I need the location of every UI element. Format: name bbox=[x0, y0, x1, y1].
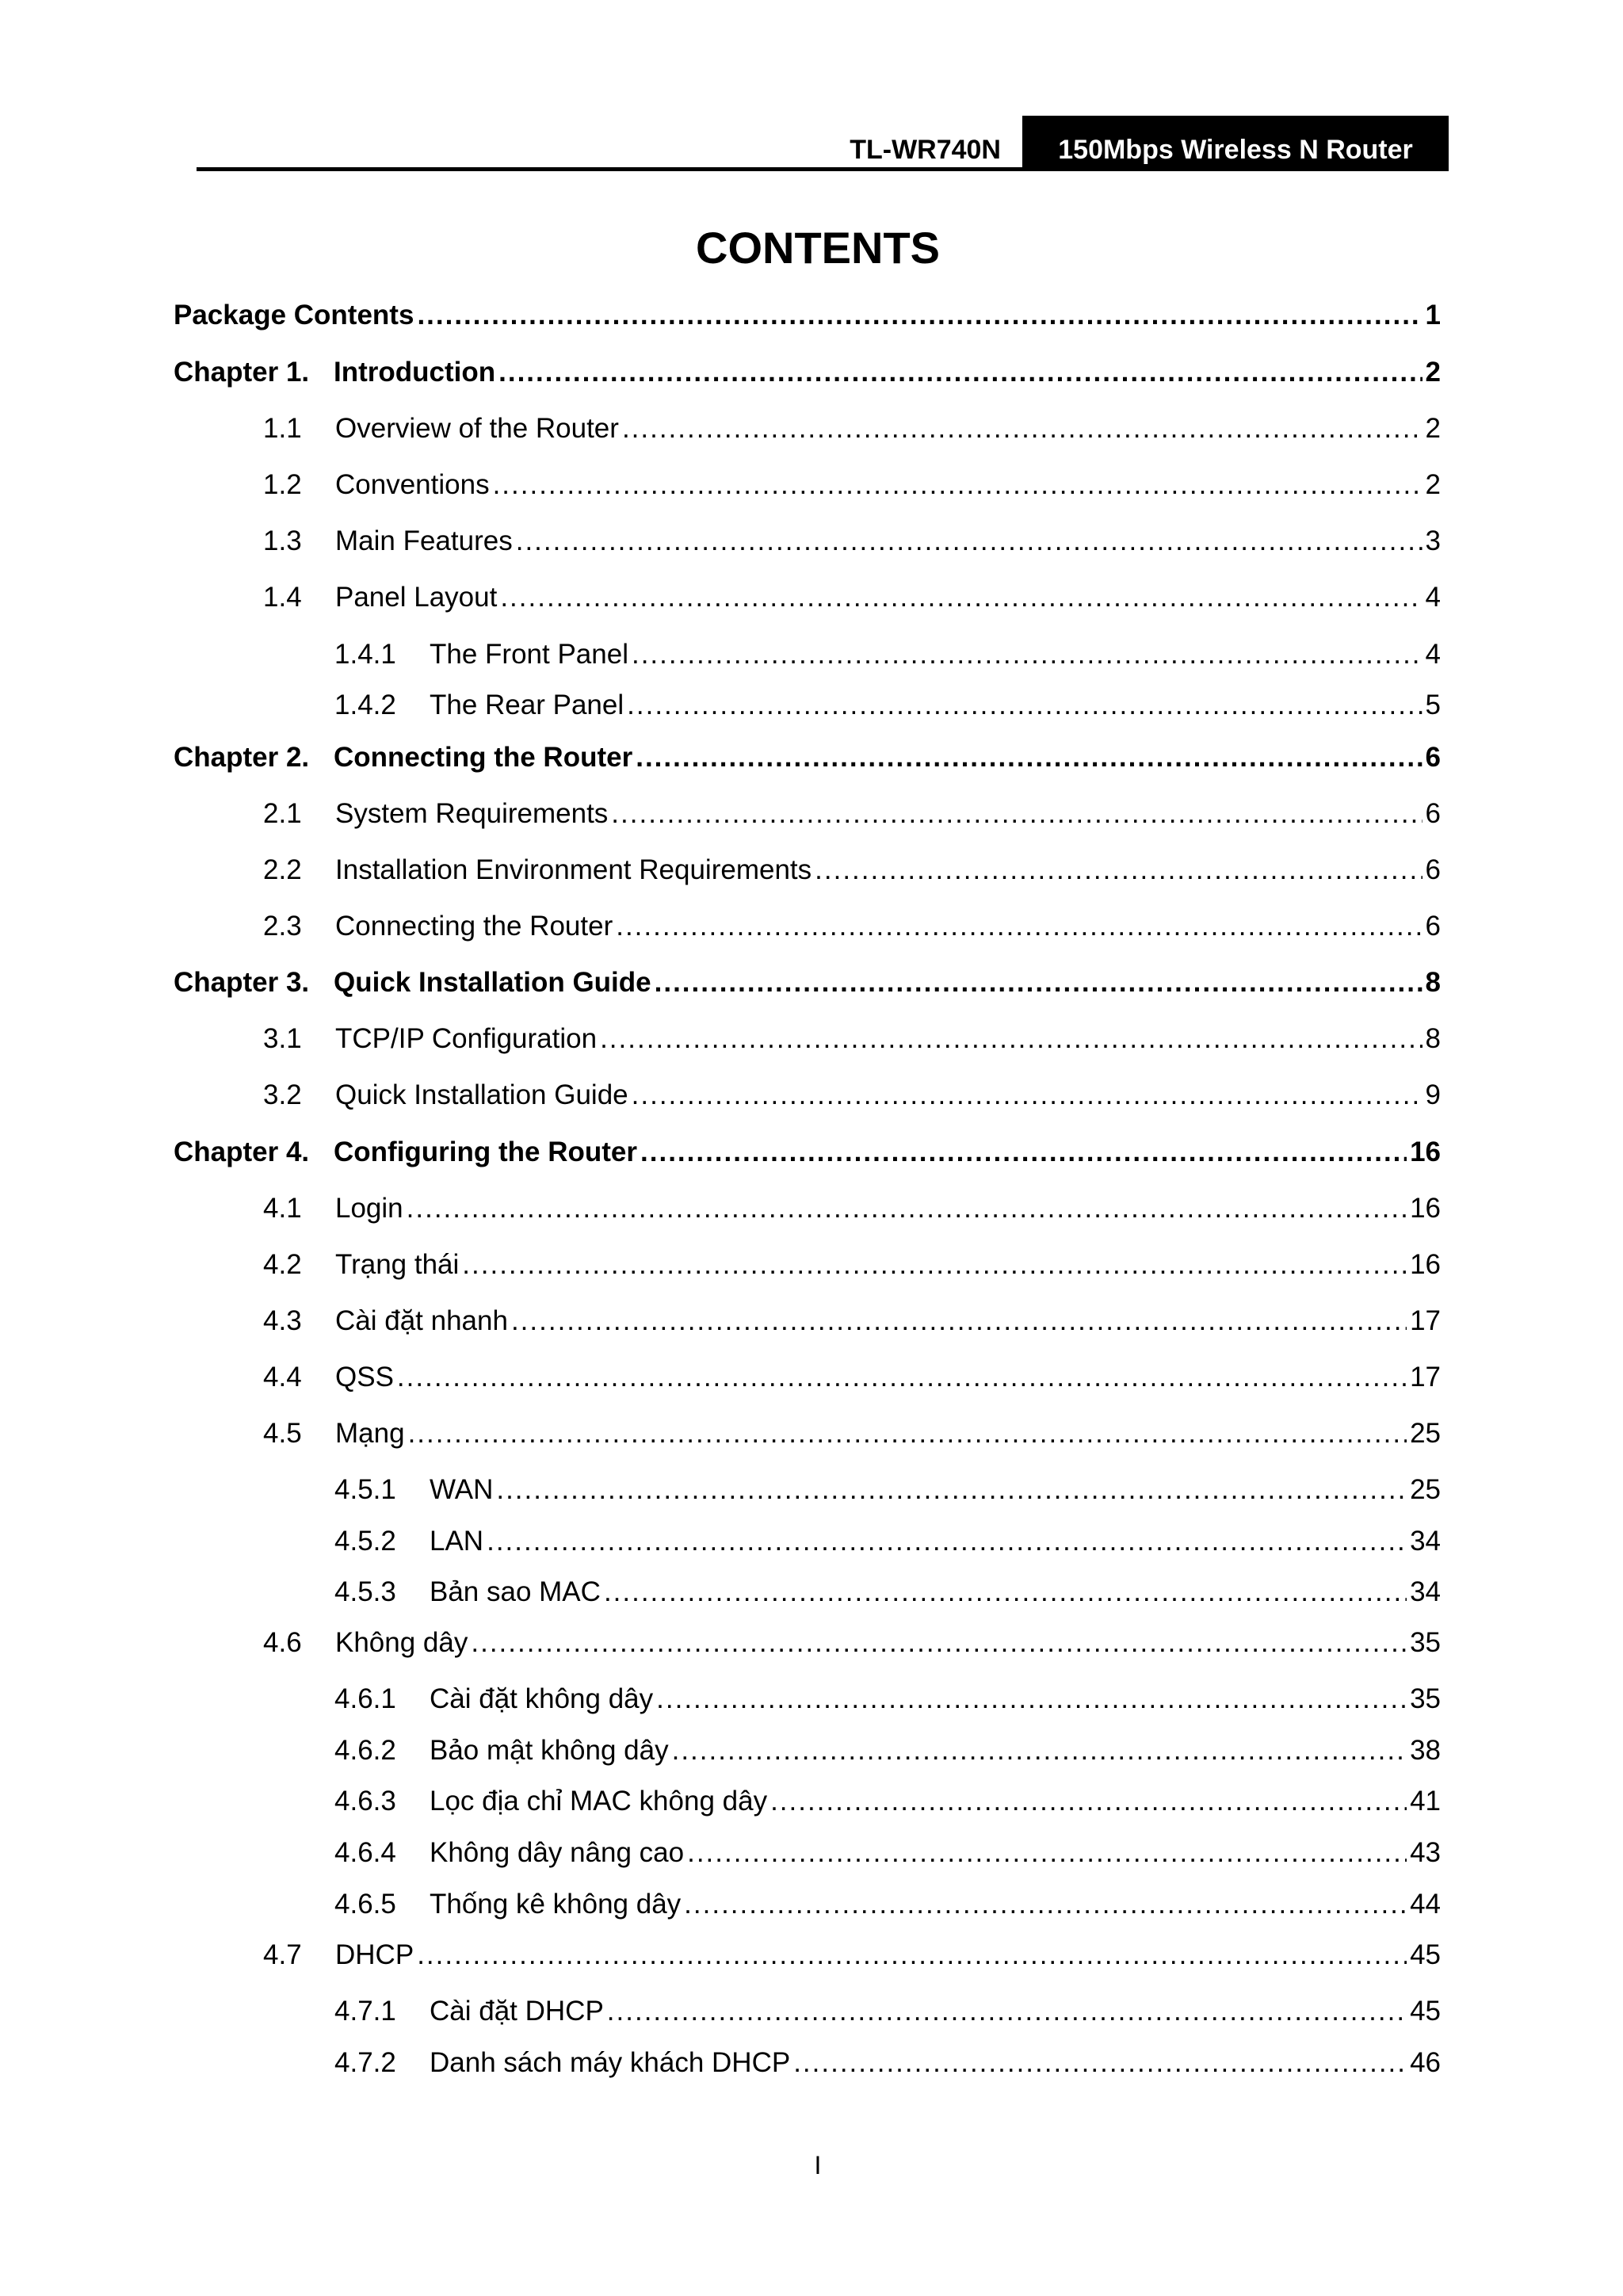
toc-entry-label: Configuring the Router bbox=[334, 1137, 638, 1167]
toc-entry-number: 4.7.1 bbox=[334, 1996, 396, 2027]
toc-entry-number: 4.6.2 bbox=[334, 1735, 396, 1766]
toc-entry[interactable] bbox=[334, 1474, 1441, 1509]
toc-entry-number: 4.6.3 bbox=[334, 1786, 396, 1817]
toc-entry-label: Panel Layout bbox=[335, 582, 498, 613]
toc-entry-page: 25 bbox=[1410, 1474, 1441, 1505]
toc-entry[interactable] bbox=[334, 1996, 1441, 2030]
toc-entry[interactable] bbox=[334, 1526, 1441, 1561]
toc-entry-number: 1.4.1 bbox=[334, 639, 396, 670]
toc-entry-page: 6 bbox=[1425, 798, 1441, 829]
toc-entry[interactable] bbox=[263, 1305, 1441, 1340]
toc-entry-page: 43 bbox=[1410, 1837, 1441, 1868]
toc-entry-leader bbox=[407, 1193, 1407, 1224]
toc-entry-label: LAN bbox=[430, 1526, 484, 1557]
toc-entry-label: Cài đặt không dây bbox=[430, 1683, 654, 1714]
toc-entry-number: 4.7.2 bbox=[334, 2047, 396, 2078]
toc-entry-label: TCP/IP Configuration bbox=[335, 1023, 598, 1054]
header-rule bbox=[197, 167, 1449, 171]
toc-entry-number: 4.3 bbox=[263, 1305, 302, 1336]
toc-entry-number: 4.5.1 bbox=[334, 1474, 396, 1505]
toc-entry-leader bbox=[770, 1786, 1407, 1817]
toc-entry[interactable] bbox=[263, 1362, 1441, 1396]
toc-entry-page: 41 bbox=[1410, 1786, 1441, 1817]
toc-entry-label: Login bbox=[335, 1193, 403, 1224]
toc-entry-label: Quick Installation Guide bbox=[335, 1079, 628, 1110]
toc-entry-number: 2.3 bbox=[263, 911, 302, 942]
toc-entry-label: Cài đặt DHCP bbox=[430, 1996, 604, 2027]
toc-entry-leader bbox=[672, 1735, 1407, 1767]
header-product-box bbox=[1022, 116, 1449, 171]
toc-entry-label: Không dây nâng cao bbox=[430, 1837, 685, 1868]
toc-entry-leader bbox=[417, 1939, 1407, 1971]
header-product: 150Mbps Wireless N Router bbox=[1058, 135, 1413, 165]
toc-entry[interactable] bbox=[334, 2047, 1441, 2082]
toc-entry[interactable] bbox=[334, 1889, 1441, 1924]
toc-entry-page: 16 bbox=[1410, 1249, 1441, 1280]
page-number: I bbox=[814, 2151, 822, 2179]
toc-entry-number: 2.2 bbox=[263, 854, 302, 885]
toc-entry[interactable] bbox=[334, 1576, 1441, 1611]
toc-entry-page: 3 bbox=[1425, 525, 1441, 556]
toc-entry-number: 1.4 bbox=[263, 582, 302, 613]
toc-entry-number: 2.1 bbox=[263, 798, 302, 829]
toc-entry-leader bbox=[487, 1526, 1407, 1557]
toc-entry-number: Chapter 2. bbox=[174, 742, 310, 773]
toc-entry[interactable] bbox=[263, 1418, 1441, 1453]
toc-entry-page: 2 bbox=[1425, 413, 1441, 444]
toc-entry[interactable] bbox=[263, 854, 1441, 889]
toc-entry-number: 4.1 bbox=[263, 1193, 302, 1224]
toc-entry-page: 35 bbox=[1410, 1627, 1441, 1658]
toc-entry[interactable] bbox=[263, 911, 1441, 946]
toc-entry-number: 1.3 bbox=[263, 525, 302, 556]
toc-entry-page: 38 bbox=[1410, 1735, 1441, 1766]
toc-entry[interactable] bbox=[263, 525, 1441, 560]
toc-entry-leader bbox=[417, 300, 1422, 331]
toc-entry-leader bbox=[815, 854, 1422, 886]
toc-entry[interactable] bbox=[263, 1023, 1441, 1058]
page-title: CONTENTS bbox=[696, 223, 940, 273]
toc-entry-page: 8 bbox=[1425, 967, 1441, 998]
toc-entry-number: 1.4.2 bbox=[334, 690, 396, 720]
toc-entry-leader bbox=[500, 582, 1422, 613]
toc-entry-number: 4.6.1 bbox=[334, 1683, 396, 1714]
toc-entry-page: 8 bbox=[1425, 1023, 1441, 1054]
toc-entry-page: 44 bbox=[1410, 1889, 1441, 1920]
toc-entry-leader bbox=[793, 2047, 1407, 2079]
toc-entry[interactable] bbox=[334, 1683, 1441, 1718]
toc-entry-label: Main Features bbox=[335, 525, 513, 556]
toc-entry-label: Không dây bbox=[335, 1627, 468, 1658]
toc-entry-number: 4.4 bbox=[263, 1362, 302, 1392]
toc-entry-page: 45 bbox=[1410, 1939, 1441, 1970]
toc-entry-leader bbox=[656, 1683, 1407, 1715]
toc-entry-leader bbox=[600, 1023, 1422, 1055]
toc-entry-page: 9 bbox=[1425, 1079, 1441, 1110]
toc-entry-number: 3.1 bbox=[263, 1023, 302, 1054]
toc-entry-label: Conventions bbox=[335, 469, 490, 500]
toc-entry-label: Thống kê không dây bbox=[430, 1889, 682, 1920]
toc-entry-page: 35 bbox=[1410, 1683, 1441, 1714]
toc-entry[interactable] bbox=[174, 357, 1441, 392]
toc-entry-page: 2 bbox=[1425, 469, 1441, 500]
toc-entry[interactable] bbox=[263, 1193, 1441, 1228]
toc-entry-label: Bảo mật không dây bbox=[430, 1735, 669, 1766]
toc-entry-page: 45 bbox=[1410, 1996, 1441, 2027]
toc-entry-number: Chapter 1. bbox=[174, 357, 310, 388]
toc-entry-leader bbox=[496, 1474, 1407, 1506]
toc-entry-page: 34 bbox=[1410, 1526, 1441, 1557]
toc-entry-page: 5 bbox=[1425, 690, 1441, 720]
toc-entry[interactable] bbox=[334, 690, 1441, 724]
toc-entry-leader bbox=[408, 1418, 1407, 1450]
toc-entry-number: 4.6.5 bbox=[334, 1889, 396, 1920]
toc-entry-leader bbox=[462, 1249, 1407, 1281]
toc-entry-leader bbox=[511, 1305, 1407, 1337]
toc-entry-leader bbox=[640, 1137, 1407, 1168]
toc-entry-page: 16 bbox=[1410, 1137, 1441, 1167]
toc-entry[interactable] bbox=[334, 1837, 1441, 1872]
toc-entry-number: 1.2 bbox=[263, 469, 302, 500]
toc-entry-leader bbox=[611, 798, 1422, 830]
toc-entry[interactable] bbox=[263, 1939, 1441, 1974]
toc-entry-label: Quick Installation Guide bbox=[334, 967, 651, 998]
toc-entry-leader bbox=[632, 639, 1423, 670]
toc-entry-label: Cài đặt nhanh bbox=[335, 1305, 508, 1336]
toc-entry[interactable] bbox=[174, 967, 1441, 1002]
toc-entry-leader bbox=[604, 1576, 1407, 1608]
toc-entry[interactable] bbox=[174, 300, 1441, 334]
toc-entry[interactable] bbox=[263, 1249, 1441, 1284]
toc-entry-label: Danh sách máy khách DHCP bbox=[430, 2047, 791, 2078]
toc-entry[interactable] bbox=[174, 742, 1441, 777]
toc-entry-page: 34 bbox=[1410, 1576, 1441, 1607]
toc-entry-page: 1 bbox=[1425, 300, 1441, 330]
toc-entry-leader bbox=[636, 742, 1422, 774]
toc-entry-number: 1.1 bbox=[263, 413, 302, 444]
header-model: TL-WR740N bbox=[850, 135, 1001, 165]
toc-entry-leader bbox=[498, 357, 1422, 388]
toc-entry-leader bbox=[687, 1837, 1407, 1869]
toc-entry-label: Bản sao MAC bbox=[430, 1576, 601, 1607]
toc-entry-leader bbox=[622, 413, 1423, 445]
toc-entry-label: Package Contents bbox=[174, 300, 414, 330]
toc-entry-number: 4.7 bbox=[263, 1939, 302, 1970]
toc-entry[interactable] bbox=[334, 639, 1441, 674]
toc-entry-number: 3.2 bbox=[263, 1079, 302, 1110]
toc-entry[interactable] bbox=[263, 1627, 1441, 1662]
toc-entry-label: The Rear Panel bbox=[430, 690, 624, 720]
toc-entry-page: 17 bbox=[1410, 1362, 1441, 1392]
toc-entry[interactable] bbox=[334, 1735, 1441, 1770]
toc-entry-leader bbox=[627, 690, 1422, 721]
toc-entry[interactable] bbox=[263, 798, 1441, 833]
toc-entry-page: 16 bbox=[1410, 1193, 1441, 1224]
toc-entry-leader bbox=[397, 1362, 1407, 1393]
toc-entry-label: Lọc địa chỉ MAC không dây bbox=[430, 1786, 768, 1817]
toc-entry-label: Connecting the Router bbox=[335, 911, 613, 942]
toc-entry-number: 4.5.3 bbox=[334, 1576, 396, 1607]
toc-entry-leader bbox=[493, 469, 1423, 501]
toc-entry-page: 4 bbox=[1425, 582, 1441, 613]
toc-entry[interactable] bbox=[174, 1137, 1441, 1171]
toc-entry-leader bbox=[516, 525, 1423, 557]
toc-entry-label: The Front Panel bbox=[430, 639, 628, 670]
toc-entry[interactable] bbox=[263, 469, 1441, 504]
toc-entry-number: Chapter 3. bbox=[174, 967, 310, 998]
toc-entry-number: 4.5.2 bbox=[334, 1526, 396, 1557]
toc-entry-label: System Requirements bbox=[335, 798, 609, 829]
toc-entry-number: 4.5 bbox=[263, 1418, 302, 1449]
toc-entry-number: 4.2 bbox=[263, 1249, 302, 1280]
toc-entry-leader bbox=[632, 1079, 1423, 1111]
toc-entry-page: 25 bbox=[1410, 1418, 1441, 1449]
toc-entry-label: Installation Environment Requirements bbox=[335, 854, 812, 885]
toc-entry-label: Overview of the Router bbox=[335, 413, 619, 444]
toc-entry-label: WAN bbox=[430, 1474, 494, 1505]
toc-entry-page: 4 bbox=[1425, 639, 1441, 670]
toc-entry-label: DHCP bbox=[335, 1939, 414, 1970]
toc-entry-label: Connecting the Router bbox=[334, 742, 633, 773]
toc-entry-page: 6 bbox=[1425, 911, 1441, 942]
page-header bbox=[197, 116, 1449, 171]
toc-entry-leader bbox=[616, 911, 1422, 942]
toc-entry[interactable] bbox=[334, 1786, 1441, 1820]
toc-entry-page: 2 bbox=[1425, 357, 1441, 388]
toc-entry-page: 17 bbox=[1410, 1305, 1441, 1336]
toc-entry-page: 6 bbox=[1425, 854, 1441, 885]
toc-entry-number: 4.6.4 bbox=[334, 1837, 396, 1868]
toc-entry-page: 6 bbox=[1425, 742, 1441, 773]
toc-entry-leader bbox=[655, 967, 1423, 999]
toc-entry[interactable] bbox=[263, 582, 1441, 617]
toc-entry-leader bbox=[684, 1889, 1407, 1920]
toc-entry-page: 46 bbox=[1410, 2047, 1441, 2078]
toc-entry-label: Trạng thái bbox=[335, 1249, 460, 1280]
toc-entry[interactable] bbox=[263, 1079, 1441, 1114]
toc-entry-label: Mạng bbox=[335, 1418, 405, 1449]
toc-entry-leader bbox=[471, 1627, 1407, 1659]
toc-entry-label: QSS bbox=[335, 1362, 394, 1392]
toc-entry-leader bbox=[607, 1996, 1407, 2027]
toc-entry-number: Chapter 4. bbox=[174, 1137, 310, 1167]
toc-entry-label: Introduction bbox=[334, 357, 496, 388]
toc-entry[interactable] bbox=[263, 413, 1441, 448]
toc-entry-number: 4.6 bbox=[263, 1627, 302, 1658]
